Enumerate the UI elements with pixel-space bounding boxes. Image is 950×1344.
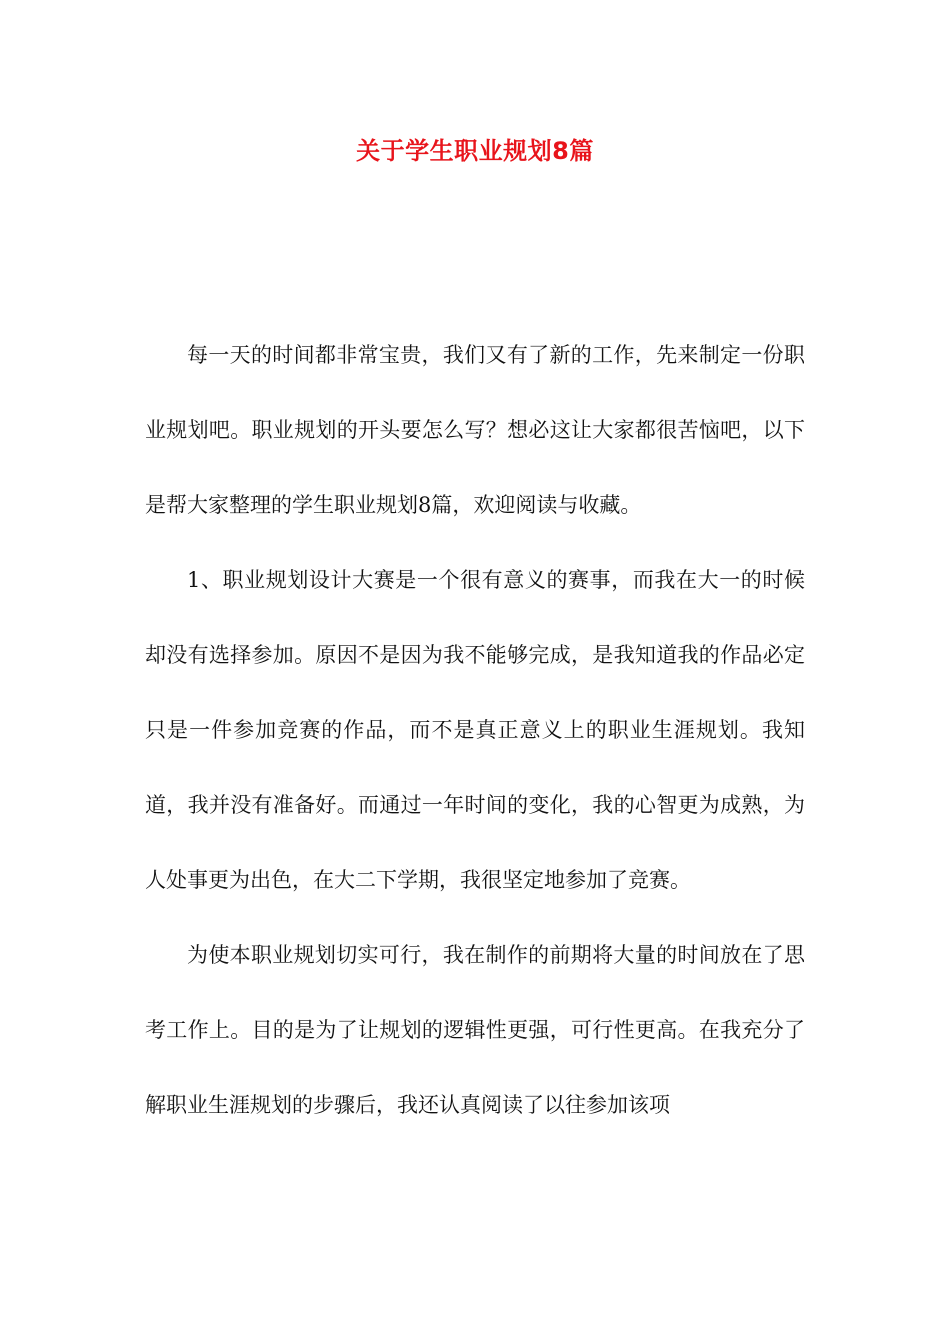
paragraph-1: 1、职业规划设计大赛是一个很有意义的赛事，而我在大一的时候却没有选择参加。原因不是因为我不能够完成，是我知道我的作品必定只是一件参加竞赛的作品，而不是真正意义上的职业生涯规划。我知道，我并没有准备好。而通过一年时间的变化，我的心智更为成熟，为人处事更为出色，在大二下学期，我很坚定地参加了竞赛。 [145,568,805,892]
paragraph-2: 为使本职业规划切实可行，我在制作的前期将大量的时间放在了思考工作上。目的是为了让规划的逻辑性更强，可行性更高。在我充分了解职业生涯规划的步骤后，我还认真阅读了以往参加该项 [145,943,805,1117]
paragraph-intro: 每一天的时间都非常宝贵，我们又有了新的工作，先来制定一份职业规划吧。职业规划的开头要怎么写？想必这让大家都很苦恼吧，以下是帮大家整理的学生职业规划8篇，欢迎阅读与收藏。 [145,343,805,517]
document-body [145,318,805,1143]
document-title: 关于学生职业规划8篇 [356,137,594,165]
